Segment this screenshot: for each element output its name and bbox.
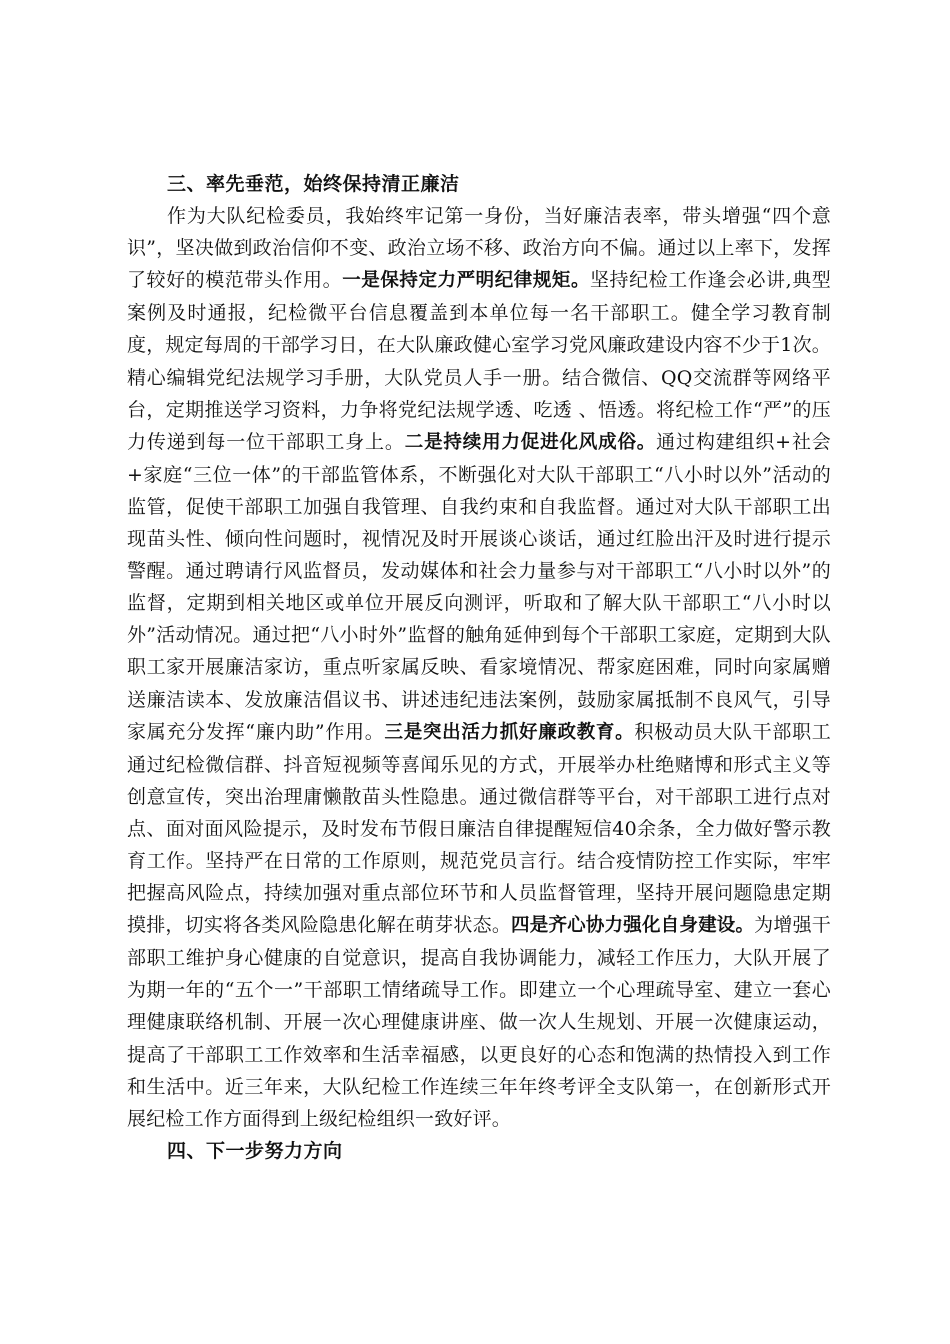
point-4-text: 为增强干部职工维护身心健康的自觉意识，提高自我协调能力，减轻工作压力，大队开展了为期一年的“五个一”干部职工情绪疏导工作。即建立一个心理疏导室、建立一套心理健康联络机制、开展一次心理健康讲座、做一次人生规划、开展一次健康运动，提高了干部职工工作效率和生活幸福感，以更良好的心态和饱满的热情投入到工作和生活中。近三年来，大队纪检工作连续三年年终考评全支队第一，在创新形式开展纪检工作方面得到上级纪检组织一致好评。 bbox=[127, 914, 831, 1130]
section-3-heading: 三、率先垂范，始终保持清正廉洁 bbox=[167, 173, 460, 195]
point-3-title: 三是突出活力抓好廉政教育。 bbox=[384, 721, 635, 743]
intro-text: 作为大队纪检委员，我始终牢记第一身份，当好廉洁表率，带头增强“四个意识”，坚决做到政治信仰不变、政治立场不移、政治方向不偏。通过以上率下，发挥了较好的模范带头作用。 bbox=[127, 205, 831, 292]
point-4-title: 四是齐心协力强化自身建设。 bbox=[511, 915, 755, 937]
point-3-text: 积极动员大队干部职工通过纪检微信群、抖音短视频等喜闻乐见的方式，开展举办杜绝赌博和形式主义等创意宣传，突出治理庸懒散苗头性隐患。通过微信群等平台，对干部职工进行点对点、面对面风险提示，及时发布节假日廉洁自律提醒短信40余条，全力做好警示教育工作。坚持严在日常的工作原则，规范党员言行。结合疫情防控工作实际，牢牢把握高风险点，持续加强对重点部位环节和人员监督管理，坚持开展问题隐患定期摸排，切实将各类风险隐患化解在萌芽状态。 bbox=[127, 720, 831, 937]
section-3-paragraph bbox=[127, 200, 831, 1135]
point-2-title: 二是持续用力促进化风成俗。 bbox=[404, 431, 657, 453]
point-1-title: 一是保持定力严明纪律规矩。 bbox=[342, 270, 590, 292]
point-1-text: 坚持纪检工作逢会必讲,典型案例及时通报，纪检微平台信息覆盖到本单位每一名干部职工。健全学习教育制度，规定每周的干部学习日，在大队廉政健心室学习党风廉政建设内容不少于1次。精心编辑党纪法规学习手册，大队党员人手一册。结合微信、QQ交流群等网络平台，定期推送学习资料，力争将党纪法规学透、吃透 、悟透。将纪检工作“严”的压力传递到每一位干部职工身上。 bbox=[127, 269, 831, 453]
section-4-heading: 四、下一步努力方向 bbox=[167, 1139, 343, 1162]
document-body bbox=[127, 168, 831, 1167]
point-2-text: 通过构建组织+社会+家庭“三位一体”的干部监管体系，不断强化对大队干部职工“八小时以外”活动的监管，促使干部职工加强自我管理、自我约束和自我监督。通过对大队干部职工出现苗头性、倾向性问题时，视情况及时开展谈心谈话，通过红脸出汗及时进行提示警醒。通过聘请行风监督员，发动媒体和社会力量参与对干部职工“八小时以外”的监督，定期到相关地区或单位开展反向测评，听取和了解大队干部职工“八小时以外”活动情况。通过把“八小时外”监督的触角延伸到每个干部职工家庭，定期到大队职工家开展廉洁家访，重点听家属反映、看家境情况、帮家庭困难，同时向家属赠送廉洁读本、发放廉洁倡议书、讲述违纪违法案例，鼓励家属抵制不良风气，引导家属充分发挥“廉内助”作用。 bbox=[127, 430, 831, 743]
